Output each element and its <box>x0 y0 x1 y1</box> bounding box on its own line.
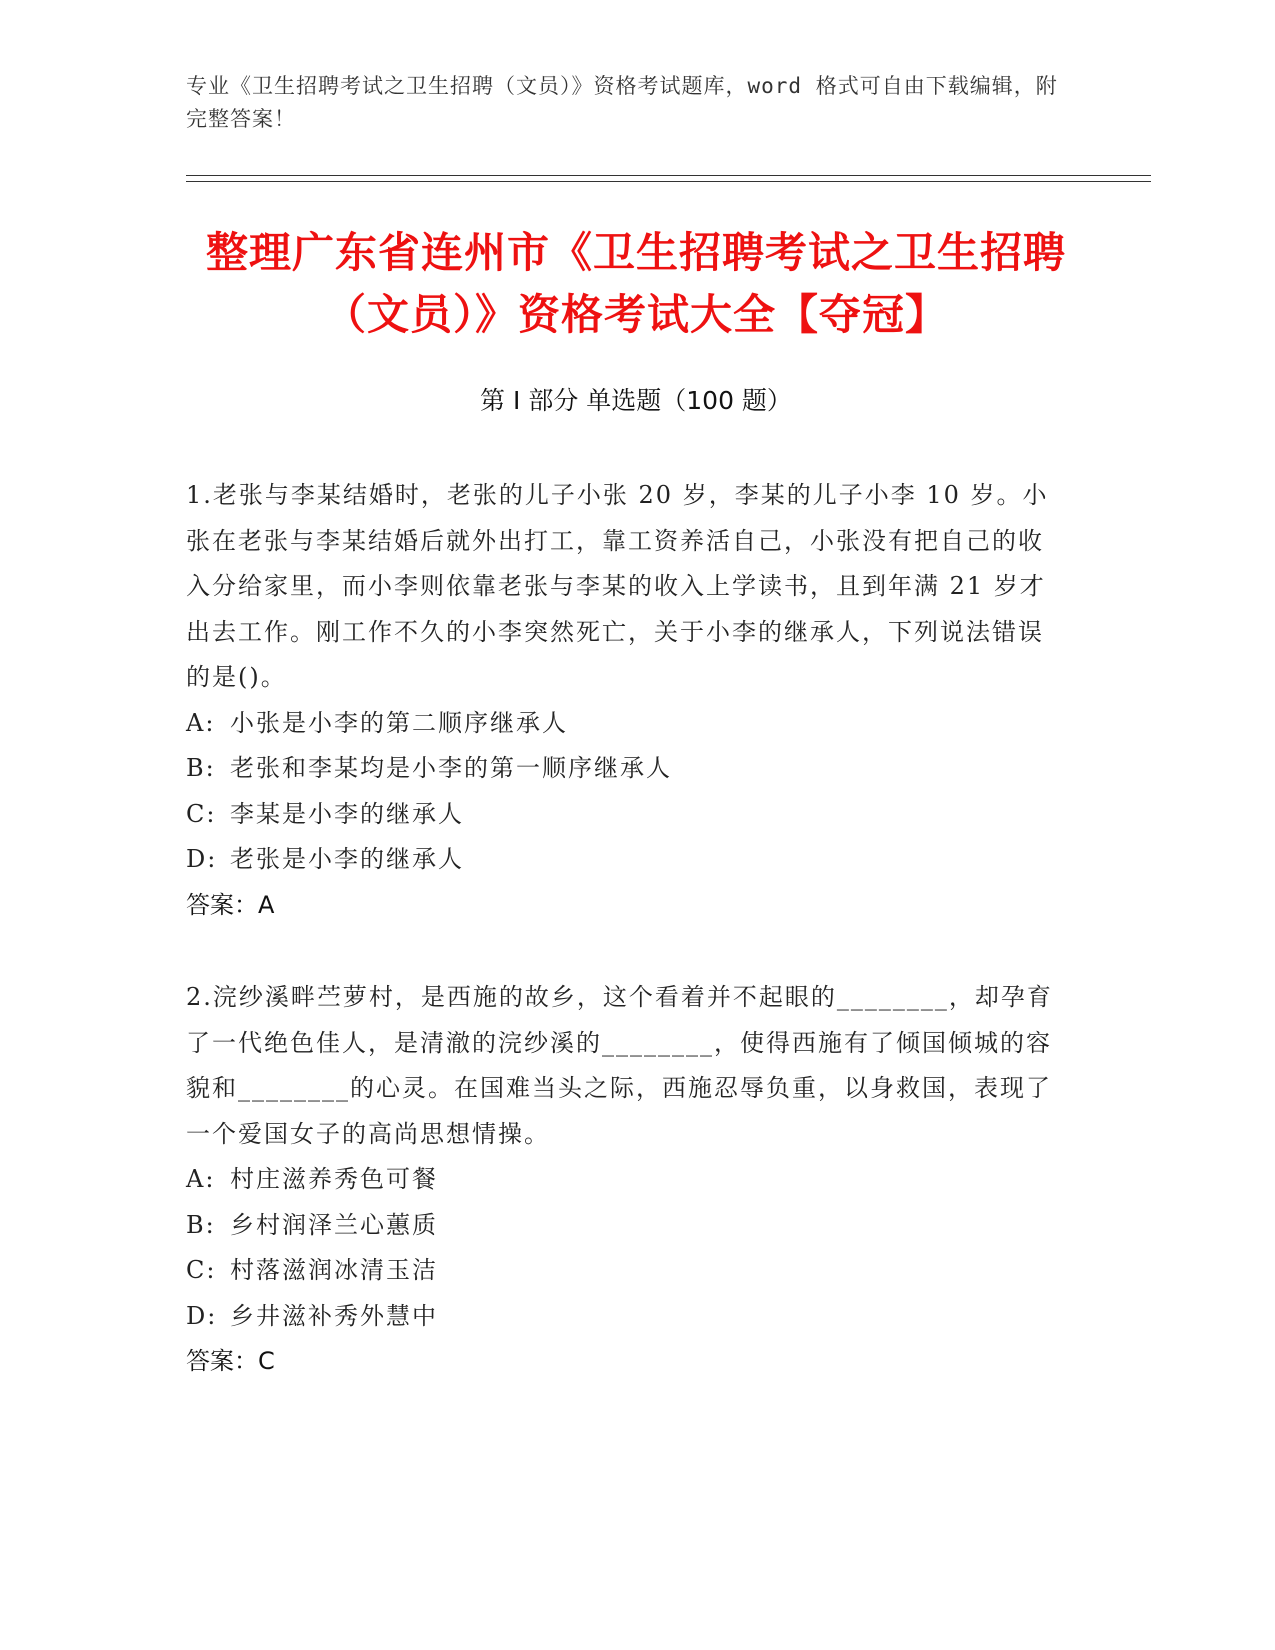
question-2 <box>186 975 1066 1385</box>
option-text: 李某是小李的继承人 <box>230 799 464 828</box>
option-text: 村庄滋养秀色可餐 <box>230 1165 438 1193</box>
option-text: 老张和李某均是小李的第一顺序继承人 <box>230 754 672 782</box>
section-heading: 第 I 部分 单选题（100 题） <box>480 386 792 415</box>
option-text: 小张是小李的第二顺序继承人 <box>230 708 568 737</box>
option-key: A: <box>186 708 216 737</box>
option-key: B: <box>186 754 216 782</box>
option-text: 乡井滋补秀外慧中 <box>230 1301 438 1330</box>
question-stem: 2.浣纱溪畔苎萝村，是西施的故乡，这个看着并不起眼的________，却孕育了一代绝色佳人，是清澈的浣纱溪的________，使得西施有了倾国倾城的容貌和________的心灵。在国难当头之际，西施忍辱负重，以身救国，表现了一个爱国女子的高尚思想情操。 <box>186 983 1053 1148</box>
option-d <box>186 1294 1066 1340</box>
document-title: 整理广东省连州市《卫生招聘考试之卫生招聘（文员）》资格考试大全【夺冠】 <box>205 228 1066 339</box>
header-divider-bottom <box>186 181 1151 182</box>
option-text: 村落滋润冰清玉洁 <box>230 1256 438 1284</box>
option-key: C: <box>186 1256 217 1284</box>
option-c <box>186 1248 1066 1294</box>
option-key: D: <box>186 1301 218 1330</box>
question-stem: 1.老张与李某结婚时，老张的儿子小张 20 岁，李某的儿子小李 10 岁。小张在老张与李某结婚后就外出打工，靠工资养活自己，小张没有把自己的收入分给家里，而小李则依靠老张与李某的收入上学读书，且到年满 21 岁才出去工作。刚工作不久的小李突然死亡，关于小李的继承人，下列说法错误的是()。 <box>186 481 1049 691</box>
option-key: A: <box>186 1165 216 1193</box>
option-text: 乡村润泽兰心蕙质 <box>230 1210 438 1239</box>
option-text: 老张是小李的继承人 <box>230 845 464 873</box>
option-key: C: <box>186 799 217 828</box>
option-d <box>186 837 1066 883</box>
option-b <box>186 746 1066 792</box>
option-key: D: <box>186 845 218 873</box>
option-b <box>186 1203 1066 1249</box>
header-note: 专业《卫生招聘考试之卫生招聘（文员）》资格考试题库，word 格式可自由下载编辑，附完整答案！ <box>186 74 1058 131</box>
option-key: B: <box>186 1210 216 1239</box>
option-a <box>186 701 1066 747</box>
option-a <box>186 1157 1066 1203</box>
option-c <box>186 792 1066 838</box>
answer: 答案：C <box>186 1347 275 1375</box>
answer: 答案：A <box>186 890 275 919</box>
header-divider-top <box>186 175 1151 176</box>
question-1 <box>186 473 1066 928</box>
